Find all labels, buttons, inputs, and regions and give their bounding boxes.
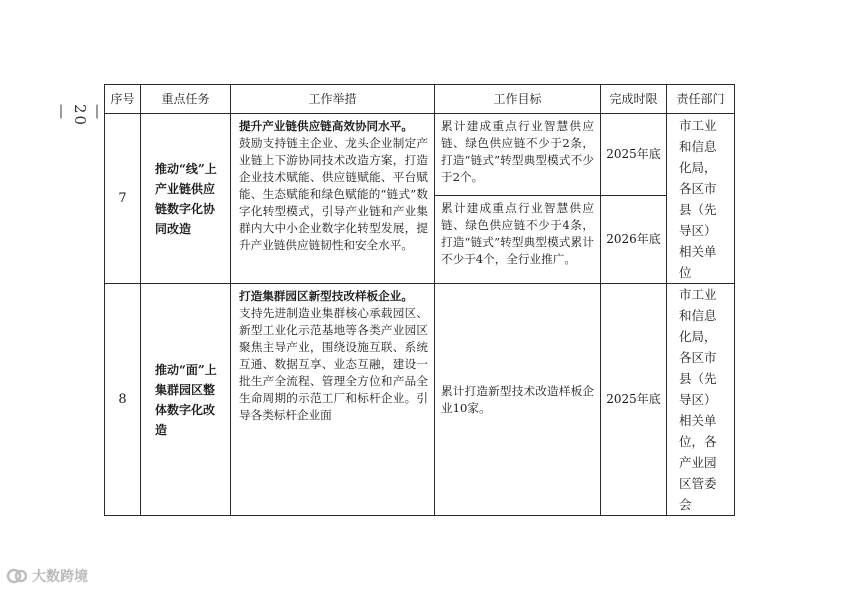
row-number: 7 xyxy=(105,114,141,284)
deadline: 2026年底 xyxy=(601,196,667,284)
brand-logo-icon xyxy=(6,566,28,586)
measure-body: 支持先进制造业集群核心承载园区、新型工业化示范基地等各类产业园区聚焦主导产业，围绕设施互联、系统互通、数据互享、业态互融，建设一批生产全流程、管理全方位和产品全生命周期的示范工厂和标杆企业。引导各类标杆企业面 xyxy=(239,306,428,422)
page-number: — 20 — xyxy=(53,104,107,128)
deadline: 2025年底 xyxy=(601,284,667,516)
table-row xyxy=(105,284,735,516)
header-goals: 工作目标 xyxy=(435,85,601,114)
work-measures xyxy=(231,284,435,516)
key-task: 推动“线”上产业链供应链数字化协同改造 xyxy=(141,114,231,284)
task-table xyxy=(104,84,735,516)
watermark xyxy=(6,566,88,586)
responsible-dept: 市工业和信息化局，各区市县（先导区）相关单位 xyxy=(667,114,735,284)
measure-lead: 提升产业链供应链高效协同水平。 xyxy=(239,119,413,133)
measure-body: 鼓励支持链主企业、龙头企业制定产业链上下游协同技术改造方案，打造企业技术赋能、供应链赋能、平台赋能、生态赋能和绿色赋能的“链式”数字化转型模式，引导产业链和产业集群内大中小企业数字化转型发展，提升产业链供应链韧性和安全水平。 xyxy=(239,136,428,252)
work-measures xyxy=(231,114,435,284)
header-task: 重点任务 xyxy=(141,85,231,114)
header-dept: 责任部门 xyxy=(667,85,735,114)
row-number: 8 xyxy=(105,284,141,516)
work-goal: 累计建成重点行业智慧供应链、绿色供应链不少于4条，打造“链式”转型典型模式累计不少于4个，全行业推广。 xyxy=(435,196,601,284)
work-goal: 累计打造新型技术改造样板企业10家。 xyxy=(435,284,601,516)
measure-lead: 打造集群园区新型技改样板企业。 xyxy=(239,289,413,303)
work-goal: 累计建成重点行业智慧供应链、绿色供应链不少于2条，打造“链式”转型典型模式不少于2个。 xyxy=(435,114,601,196)
header-num: 序号 xyxy=(105,85,141,114)
table-header-row xyxy=(105,85,735,114)
header-measures: 工作举措 xyxy=(231,85,435,114)
table-row xyxy=(105,114,735,196)
responsible-dept: 市工业和信息化局，各区市县（先导区）相关单位，各产业园区管委会 xyxy=(667,284,735,516)
deadline: 2025年底 xyxy=(601,114,667,196)
watermark-text: 大数跨境 xyxy=(32,569,88,585)
key-task: 推动“面”上集群园区整体数字化改造 xyxy=(141,284,231,516)
header-time: 完成时限 xyxy=(601,85,667,114)
